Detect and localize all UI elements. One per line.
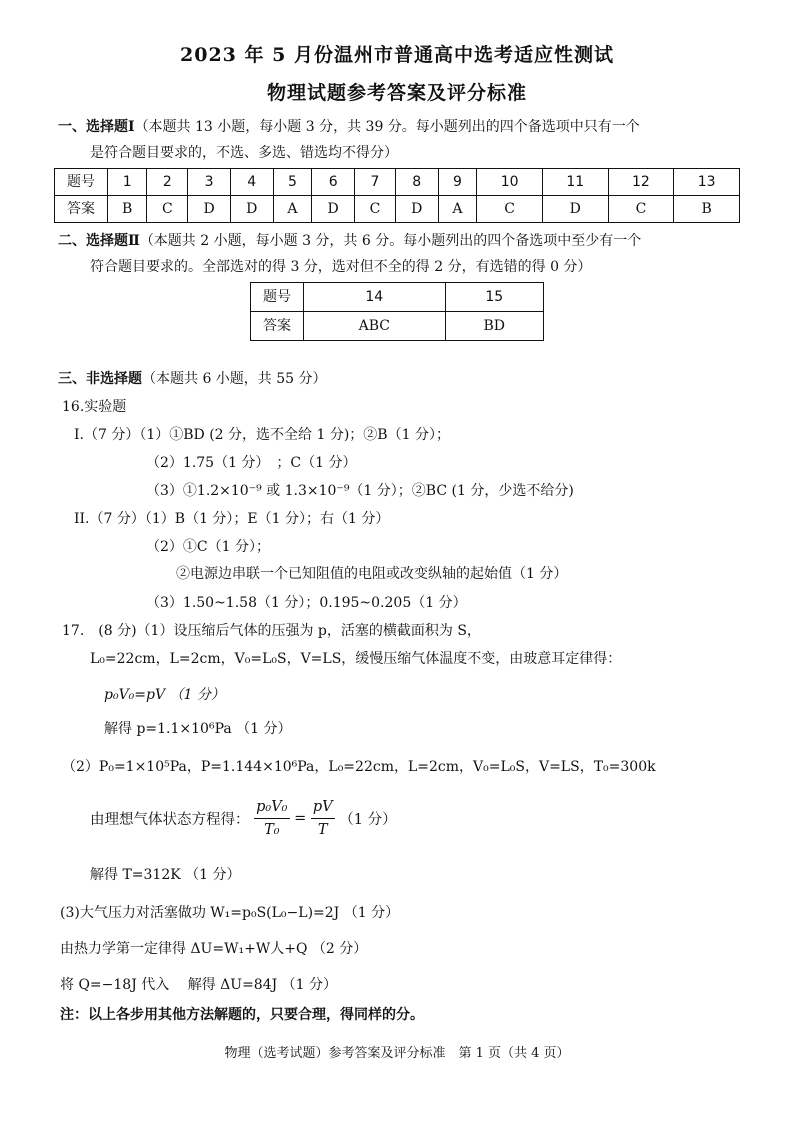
q16-line: （3）1.50~1.58（1 分）；0.195~0.205（1 分） [146, 595, 467, 611]
table-row [251, 312, 544, 341]
table-cell: 9 [438, 169, 477, 196]
table-header-cell: 答案 [251, 312, 304, 341]
table-cell: 11 [542, 169, 608, 196]
section2-intro [58, 230, 641, 250]
table-row [55, 169, 740, 196]
table-header-cell: 题号 [251, 283, 304, 312]
table-cell: 6 [312, 169, 355, 196]
table-cell: 12 [608, 169, 674, 196]
table-cell: D [188, 196, 231, 223]
table-cell: D [395, 196, 438, 223]
fraction-left [254, 796, 289, 841]
page-subtitle: 物理试题参考答案及评分标准 [266, 82, 527, 104]
q16-title: 16.实验题 [62, 399, 127, 415]
section1-answer-table [54, 168, 740, 223]
page-title: 2023 年 5 月份温州市普通高中选考适应性测试 [180, 44, 614, 66]
table-row [55, 196, 740, 223]
q16-line: （2）①C（1 分）； [146, 539, 270, 555]
q17-line5: （2）P₀=1×10⁵Pa，P=1.144×10⁶Pa，L₀=22cm，L=2cm，V₀=L₀S，V=LS，T₀=300k [62, 759, 656, 775]
table-cell: 14 [304, 283, 446, 312]
section2-heading: 二、选择题Ⅱ [58, 233, 140, 249]
q17-line1: 17. (8 分)（1）设压缩后气体的压强为 p，活塞的横截面积为 S， [62, 623, 481, 639]
q16-line: I.（7 分）（1）①BD (2 分，选不全给 1 分)；②B（1 分）； [74, 427, 450, 443]
q16-line: ②电源边串联一个已知阻值的电阻或改变纵轴的起始值（1 分） [176, 566, 568, 582]
q17-line9: 由热力学第一定律得 ΔU=W₁+W人+Q （2 分） [60, 941, 368, 957]
equation-score: （1 分） [339, 812, 397, 828]
equals-sign: = [294, 810, 307, 827]
table-cell: D [230, 196, 273, 223]
table-cell: D [542, 196, 608, 223]
table-cell: 10 [477, 169, 543, 196]
ideal-gas-equation [90, 796, 397, 841]
section3-heading: 三、非选择题 [58, 371, 142, 387]
section2-answer-table [250, 282, 544, 341]
q17-line7: 解得 T=312K （1 分） [90, 867, 241, 883]
q16-line: （3）①1.2×10⁻⁹ 或 1.3×10⁻⁹（1 分）；②BC (1 分，少选不给分) [146, 483, 574, 499]
section2-desc-line2: 符合题目要求的。全部选对的得 3 分，选对但不全的得 2 分，有选错的得 0 分） [90, 259, 592, 275]
table-cell: 1 [108, 169, 147, 196]
table-cell: 15 [445, 283, 543, 312]
q17-line4: 解得 p=1.1×10⁶Pa （1 分） [104, 721, 292, 737]
q16-line: II.（7 分）（1）B（1 分）；E（1 分）；右（1 分） [74, 511, 390, 527]
table-row [251, 283, 544, 312]
table-cell: 13 [674, 169, 740, 196]
table-cell: C [147, 196, 188, 223]
table-cell: ABC [304, 312, 446, 341]
table-cell: 7 [355, 169, 396, 196]
table-cell: D [312, 196, 355, 223]
section1-intro [58, 116, 640, 136]
section3-intro [58, 368, 327, 388]
fraction-right [311, 796, 335, 841]
q16-line: （2）1.75（1 分） ；C（1 分） [146, 455, 357, 471]
table-header-cell: 答案 [55, 196, 108, 223]
equation-prefix: 由理想气体状态方程得： [90, 812, 250, 828]
table-cell: C [355, 196, 396, 223]
table-header-cell: 题号 [55, 169, 108, 196]
fraction-denominator: T [317, 822, 328, 838]
table-cell: BD [445, 312, 543, 341]
section1-heading: 一、选择题Ⅰ [58, 119, 135, 135]
q17-line10: 将 Q=−18J 代入 解得 ΔU=84J （1 分） [60, 977, 338, 993]
q17-line8: (3)大气压力对活塞做功 W₁=p₀S(L₀−L)=2J （1 分） [60, 905, 400, 921]
section1-desc-line1: （本题共 13 小题，每小题 3 分，共 39 分。每小题列出的四个备选项中只有一个 [134, 119, 640, 135]
fraction-denominator: T₀ [264, 822, 280, 838]
q17-line3: p₀V₀=pV （1 分） [104, 687, 225, 703]
table-cell: 8 [395, 169, 438, 196]
fraction-numerator: pV [311, 796, 335, 819]
table-cell: 5 [273, 169, 312, 196]
table-cell: A [273, 196, 312, 223]
section1-desc-line2: 是符合题目要求的，不选、多选、错选均不得分） [90, 145, 398, 161]
table-cell: A [438, 196, 477, 223]
table-cell: 3 [188, 169, 231, 196]
note: 注：以上各步用其他方法解题的，只要合理，得同样的分。 [60, 1007, 424, 1023]
table-cell: 4 [230, 169, 273, 196]
table-cell: C [608, 196, 674, 223]
q17-line2: L₀=22cm，L=2cm，V₀=L₀S，V=LS，缓慢压缩气体温度不变，由玻意耳定律得： [90, 651, 622, 667]
fraction-numerator: p₀V₀ [254, 796, 289, 819]
section3-desc: （本题共 6 小题，共 55 分） [142, 371, 327, 387]
table-cell: C [477, 196, 543, 223]
section2-desc-line1: （本题共 2 小题，每小题 3 分，共 6 分。每小题列出的四个备选项中至少有一个 [139, 233, 642, 249]
table-cell: 2 [147, 169, 188, 196]
page-footer: 物理（选考试题）参考答案及评分标准 第 1 页（共 4 页） [224, 1046, 570, 1061]
table-cell: B [108, 196, 147, 223]
table-cell: B [674, 196, 740, 223]
